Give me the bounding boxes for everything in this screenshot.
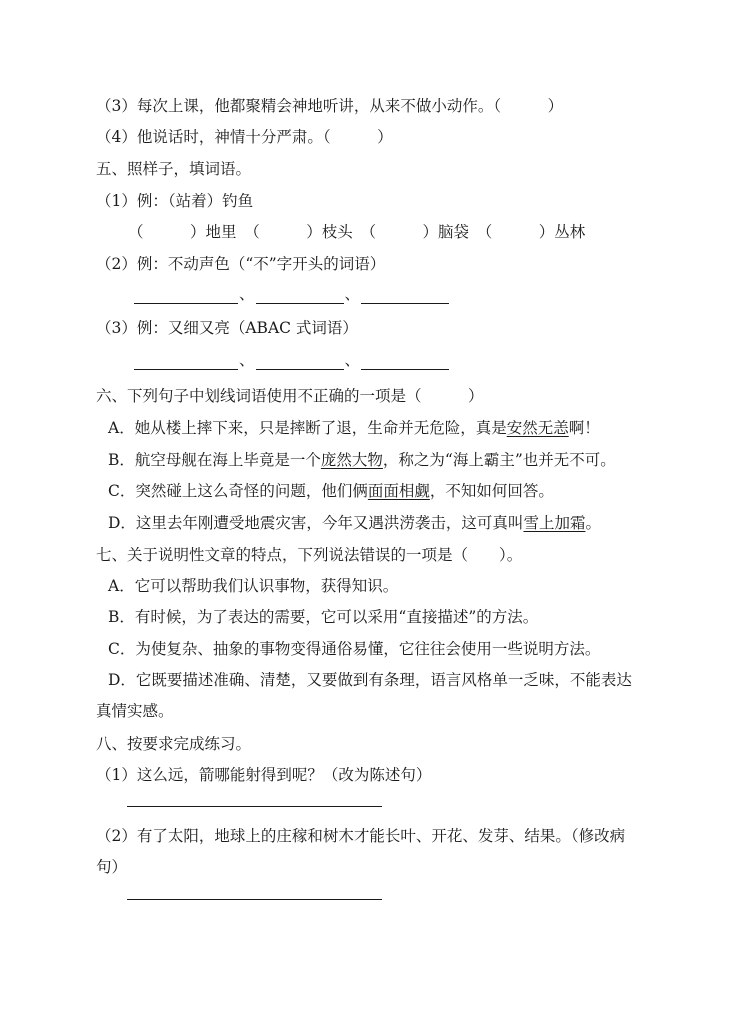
section-7-option-a[interactable]: A．它可以帮助我们认识事物，获得知识。: [108, 577, 399, 595]
question-4-3: （3）每次上课，他都聚精会神地听讲，从来不做小动作。（ ）: [96, 97, 564, 115]
section-6-option-a[interactable]: [108, 418, 600, 438]
section-5-blanks-1[interactable]: （ ）地里 （ ）枝头 （ ）脑袋 （ ）丛林: [128, 223, 586, 241]
answer-blank[interactable]: [127, 792, 382, 807]
section-7-option-c[interactable]: C．为使复杂、抽象的事物变得通俗易懂，它往往会使用一些说明方法。: [108, 640, 601, 658]
section-8-title: 八、按要求完成练习。: [96, 735, 252, 753]
section-8-question-2-continued: 句）: [96, 858, 128, 876]
separator: 、: [344, 285, 361, 303]
underlined-word: 面面相觑: [367, 482, 430, 500]
section-7-option-b[interactable]: B．有时候，为了表达的需要，它可以采用“直接描述”的方法。: [108, 608, 539, 626]
answer-blank[interactable]: [361, 289, 449, 304]
section-5-example-1: （1）例：（站着）钓鱼: [96, 192, 254, 210]
separator: 、: [239, 285, 255, 303]
section-8-question-2: （2）有了太阳，地球上的庄稼和树木才能长叶、开花、发芽、结果。（修改病: [96, 827, 626, 845]
answer-blank[interactable]: [256, 289, 344, 304]
section-5-answer-row-3: [134, 350, 449, 370]
separator: 、: [344, 351, 361, 369]
section-8-answer-line-1: [127, 792, 382, 812]
option-text: B．航空母舰在海上毕竟是一个: [108, 451, 321, 469]
answer-blank[interactable]: [134, 355, 238, 370]
section-6-title: 六、下列句子中划线词语使用不正确的一项是（ ）: [96, 387, 484, 405]
underlined-word: 庞然大物: [320, 451, 383, 469]
section-6-option-c[interactable]: [108, 481, 554, 501]
option-text: A．她从楼上摔下来，只是摔断了退，生命并无危险，真是: [108, 419, 507, 437]
section-7-option-d-continued: 真情实感。: [96, 702, 174, 720]
option-text: 啊！: [568, 419, 600, 437]
section-6-option-b[interactable]: [108, 450, 616, 470]
section-5-example-3: （3）例：又细又亮（ABAC 式词语）: [96, 319, 358, 337]
option-text: ，称之为“海上霸主”也并无不可。: [382, 451, 616, 469]
underlined-word: 雪上加霜: [523, 514, 586, 532]
option-text: D．这里去年刚遭受地震灾害，今年又遇洪涝袭击，这可真叫: [108, 514, 524, 532]
section-8-question-1: （1）这么远，箭哪能射得到呢？（改为陈述句）: [96, 766, 432, 784]
section-5-title: 五、照样子，填词语。: [96, 160, 252, 178]
underlined-word: 安然无恙: [506, 419, 569, 437]
option-text: C．突然碰上这么奇怪的问题，他们俩: [108, 482, 368, 500]
option-text: ，不知如何回答。: [429, 482, 554, 500]
option-text: 。: [585, 514, 601, 532]
answer-blank[interactable]: [361, 355, 449, 370]
section-5-answer-row-2: [134, 284, 449, 304]
answer-blank[interactable]: [134, 289, 238, 304]
section-5-example-2: （2）例：不动声色（“不”字开头的词语）: [96, 255, 386, 273]
answer-blank[interactable]: [256, 355, 344, 370]
section-6-option-d[interactable]: [108, 513, 601, 533]
section-7-title: 七、关于说明性文章的特点，下列说法错误的一项是（ ）。: [96, 546, 523, 564]
separator: 、: [239, 351, 255, 369]
question-4-4: （4）他说话时，神情十分严肃。（ ）: [96, 128, 393, 146]
section-8-answer-line-2: [127, 885, 382, 905]
answer-blank[interactable]: [127, 885, 382, 900]
section-7-option-d[interactable]: D．它既要描述准确、清楚，又要做到有条理，语言风格单一乏味，不能表达: [108, 671, 632, 689]
